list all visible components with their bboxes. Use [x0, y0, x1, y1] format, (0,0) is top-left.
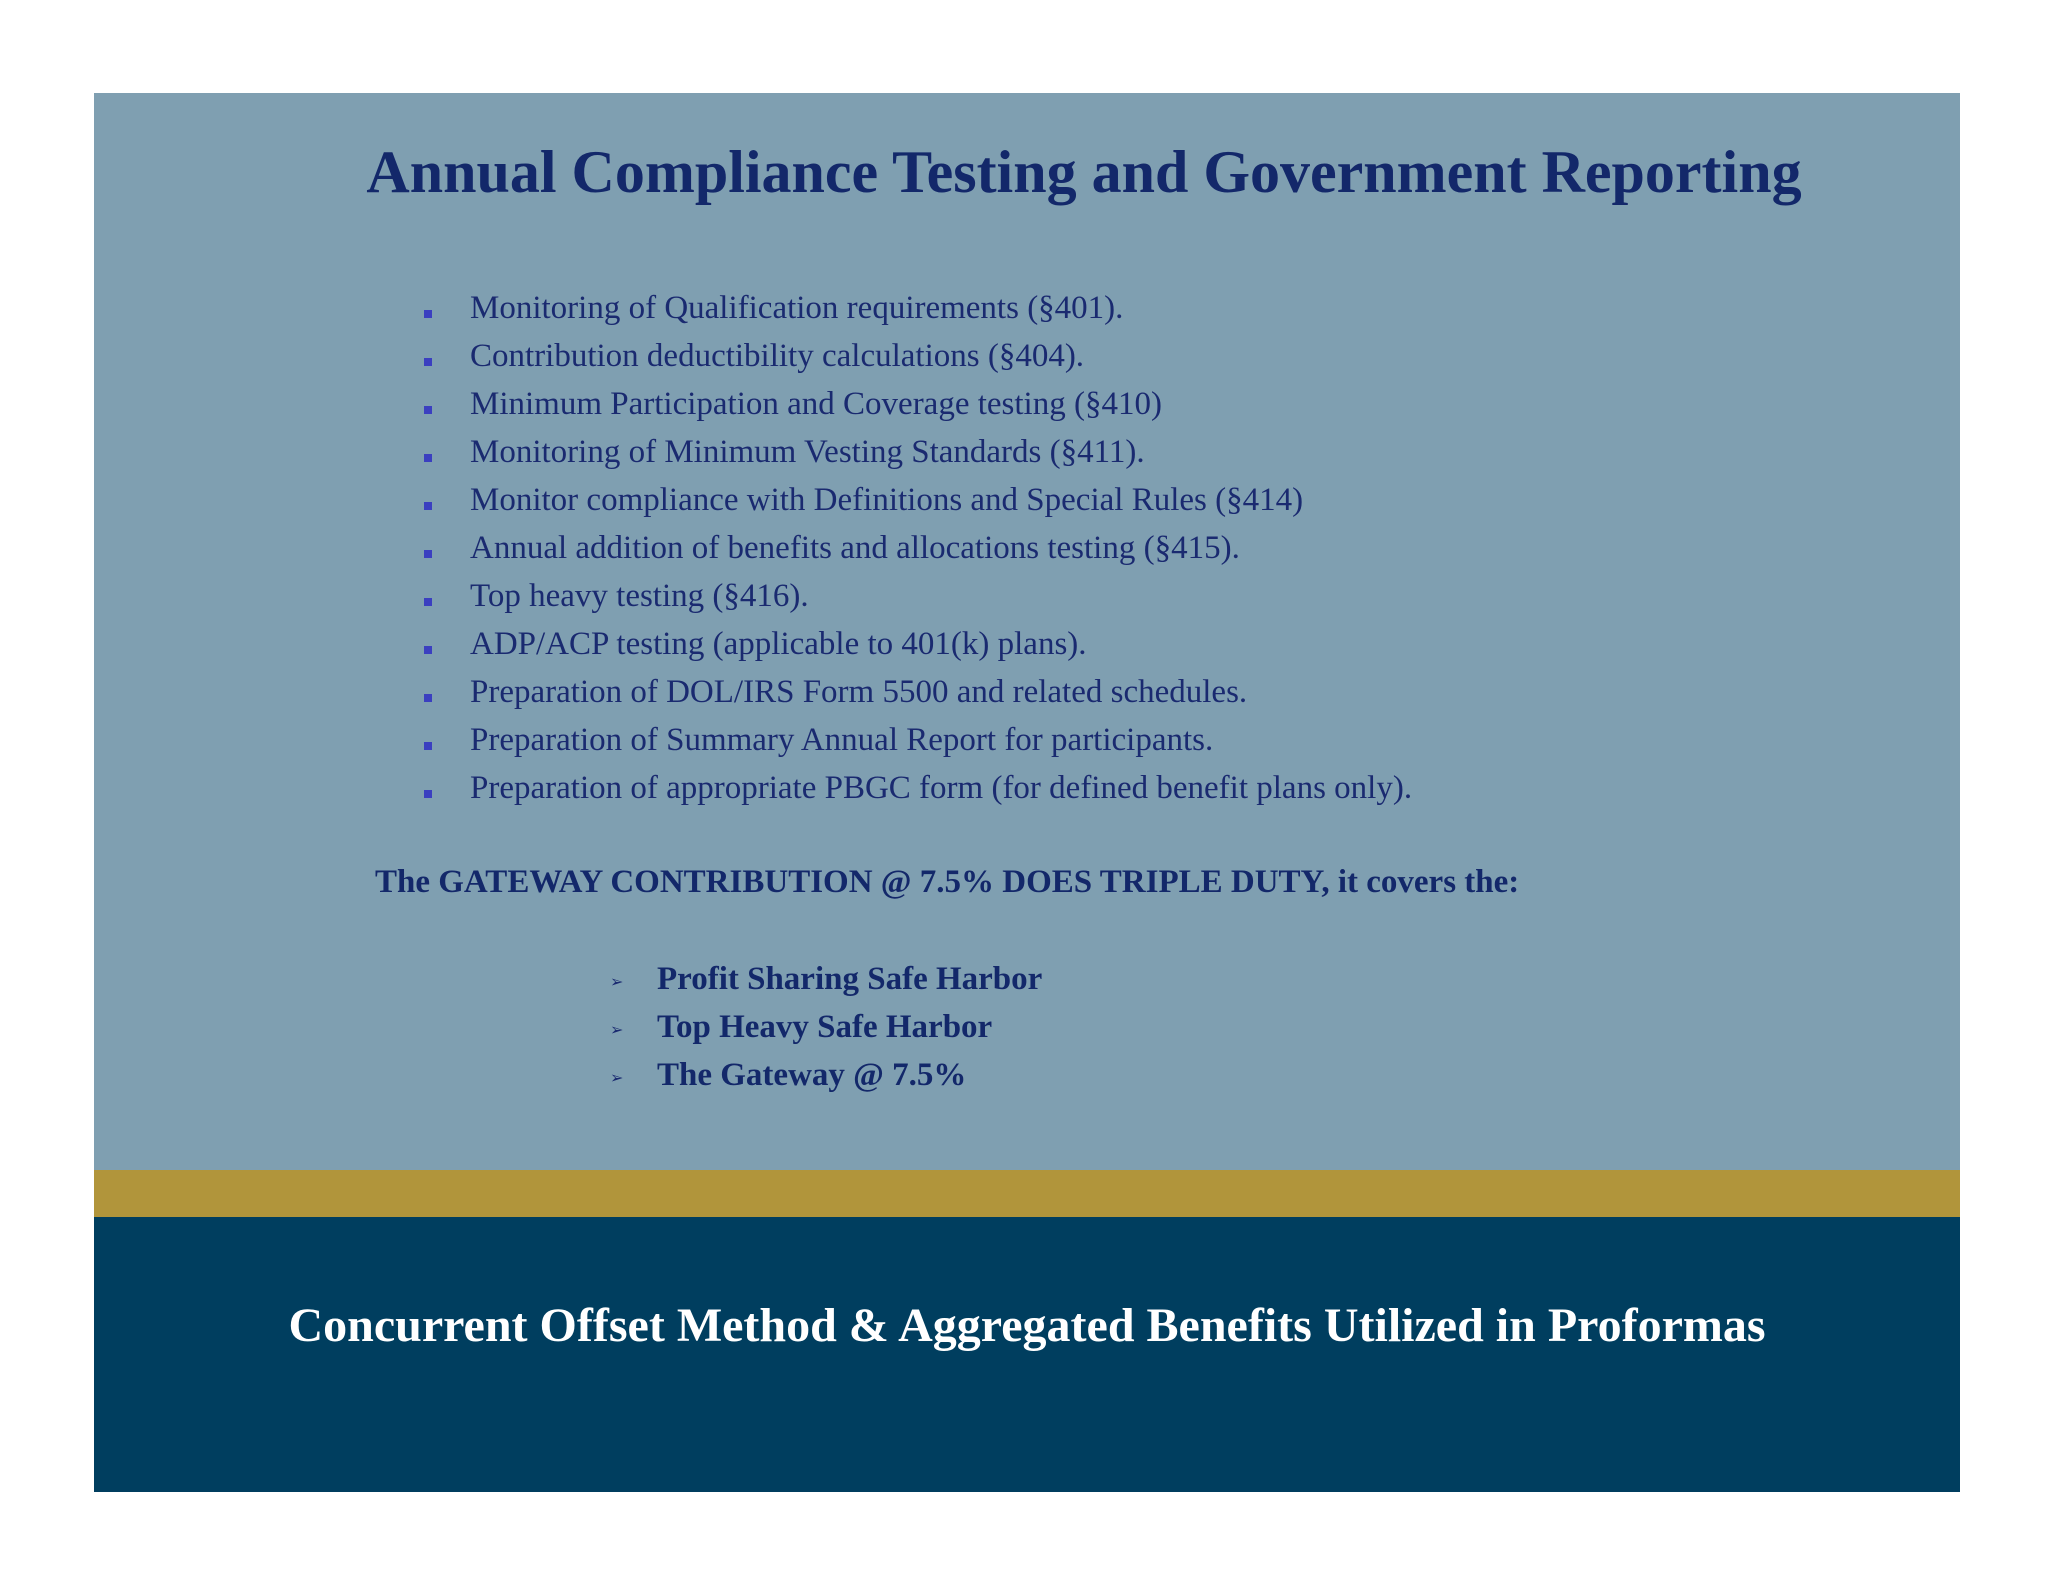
- list-item-text: Top heavy testing (§416).: [470, 578, 809, 614]
- list-item-text: Preparation of DOL/IRS Form 5500 and related schedules.: [470, 674, 1248, 710]
- gateway-statement: The GATEWAY CONTRIBUTION @ 7.5% DOES TRIPLE DUTY, it covers the:: [375, 864, 1520, 900]
- arrowhead-bullet-icon: ➢: [610, 1020, 624, 1039]
- list-item: [420, 620, 1412, 668]
- slide-title: Annual Compliance Testing and Government Reporting: [366, 139, 1802, 205]
- square-bullet-icon: [424, 310, 432, 318]
- list-item: [420, 716, 1412, 764]
- list-item-text: Top Heavy Safe Harbor: [657, 1009, 993, 1045]
- list-item: [420, 284, 1412, 332]
- arrowhead-bullet-icon: ➢: [610, 1068, 624, 1087]
- list-item: [420, 572, 1412, 620]
- list-item-text: Preparation of Summary Annual Report for participants.: [470, 722, 1214, 758]
- list-item: [420, 764, 1412, 812]
- list-item: [420, 332, 1412, 380]
- list-item-text: ADP/ACP testing (applicable to 401(k) plans).: [470, 626, 1087, 662]
- list-item-text: Monitoring of Minimum Vesting Standards (§411).: [470, 434, 1145, 470]
- list-item-text: Profit Sharing Safe Harbor: [657, 961, 1043, 997]
- square-bullet-icon: [424, 358, 432, 366]
- list-item-text: Preparation of appropriate PBGC form (for defined benefit plans only).: [470, 770, 1413, 806]
- compliance-bullet-list: [420, 284, 1412, 812]
- list-item: [420, 476, 1412, 524]
- square-bullet-icon: [424, 550, 432, 558]
- list-item: [420, 668, 1412, 716]
- list-item-text: Monitor compliance with Definitions and Special Rules (§414): [470, 482, 1304, 518]
- footer-tagline: Concurrent Offset Method & Aggregated Benefits Utilized in Proformas: [288, 1299, 1766, 1352]
- list-item: [420, 428, 1412, 476]
- list-item: [610, 955, 1042, 1003]
- square-bullet-icon: [424, 502, 432, 510]
- list-item-text: The Gateway @ 7.5%: [657, 1057, 967, 1093]
- list-item-text: Monitoring of Qualification requirements (§401).: [470, 290, 1124, 326]
- list-item: [420, 524, 1412, 572]
- square-bullet-icon: [424, 406, 432, 414]
- square-bullet-icon: [424, 646, 432, 654]
- square-bullet-icon: [424, 742, 432, 750]
- list-item: [610, 1003, 1042, 1051]
- list-item-text: Minimum Participation and Coverage testing (§410): [470, 386, 1162, 422]
- accent-band: [94, 1170, 1960, 1217]
- arrowhead-bullet-icon: ➢: [610, 972, 624, 991]
- square-bullet-icon: [424, 790, 432, 798]
- list-item: [610, 1051, 1042, 1099]
- covers-list: [610, 955, 1042, 1099]
- square-bullet-icon: [424, 598, 432, 606]
- list-item-text: Annual addition of benefits and allocations testing (§415).: [470, 530, 1240, 566]
- square-bullet-icon: [424, 694, 432, 702]
- list-item-text: Contribution deductibility calculations (§404).: [470, 338, 1085, 374]
- square-bullet-icon: [424, 454, 432, 462]
- list-item: [420, 380, 1412, 428]
